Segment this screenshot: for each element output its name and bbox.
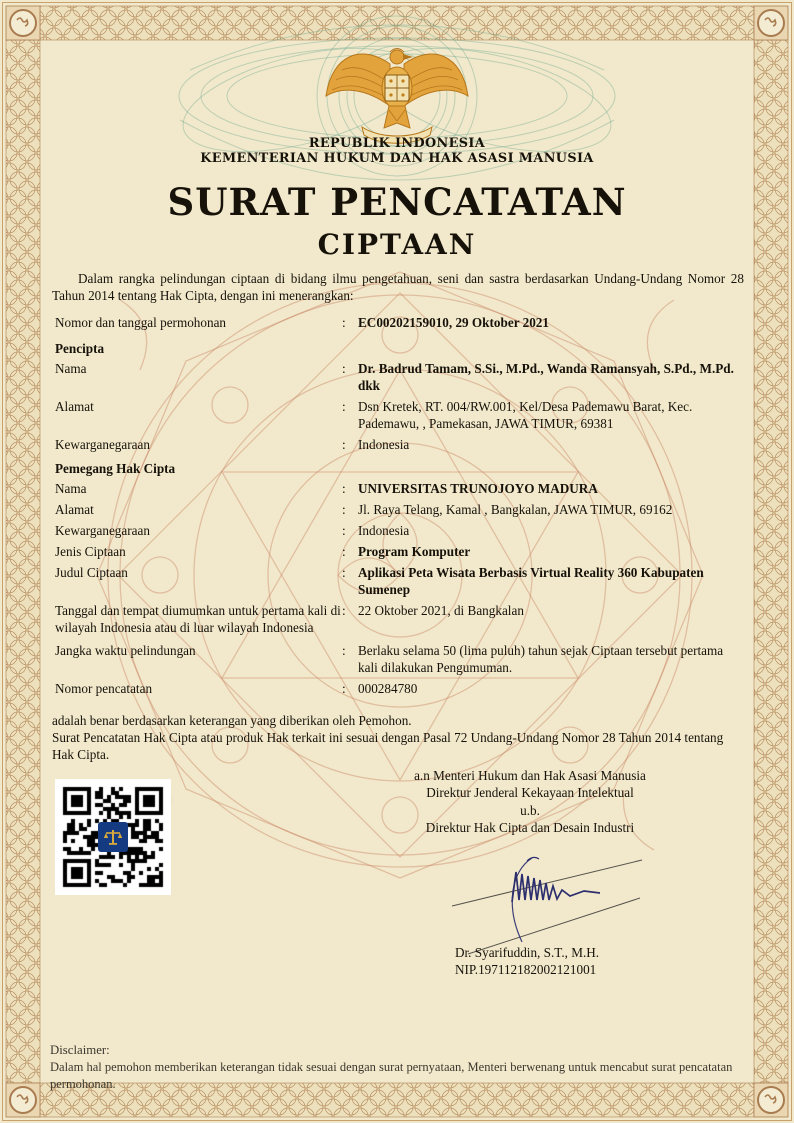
field-value: Aplikasi Peta Wisata Berbasis Virtual Reality 360 Kabupaten Sumenep [358, 565, 704, 597]
field-label: Kewarganegaraan [55, 437, 150, 452]
colon: : [342, 523, 346, 538]
field-label: Nomor dan tanggal permohonan [55, 315, 227, 330]
field-row-creator-name [55, 360, 745, 394]
field-label: Jenis Ciptaan [55, 544, 126, 559]
qr-code [55, 779, 171, 895]
signatory-name: Dr. Syarifuddin, S.T., M.H. [455, 945, 600, 960]
certificate-subtitle: CIPTAAN [317, 228, 477, 261]
field-label: Nomor pencatatan [55, 681, 153, 696]
colon: : [342, 437, 346, 452]
field-value: 22 Oktober 2021, di Bangkalan [358, 603, 524, 618]
signatory-ub: u.b. [520, 802, 540, 818]
field-label: Alamat [55, 399, 94, 414]
disclaimer [50, 1042, 760, 1093]
field-value: EC00202159010, 29 Oktober 2021 [358, 315, 549, 330]
colon: : [342, 481, 346, 496]
field-row-creator-address [55, 398, 745, 432]
field-label: Nama [55, 361, 87, 376]
colon: : [342, 399, 346, 414]
signatory-directorate: Direktur Jenderal Kekayaan Intelektual [426, 785, 634, 801]
colon: : [342, 565, 346, 580]
colon: : [342, 502, 346, 517]
closing-line-1: adalah benar berdasarkan keterangan yang diberikan oleh Pemohon. [52, 713, 412, 728]
colon: : [342, 681, 346, 696]
scales-glyph [103, 827, 123, 847]
field-value: Berlaku selama 50 (lima puluh) tahun sejak Ciptaan tersebut pertama kali dilakukan Pengumuman. [358, 643, 724, 675]
field-label: Tanggal dan tempat diumumkan untuk pertama kali di wilayah Indonesia atau di luar wilayah Indonesia [55, 603, 341, 635]
field-row-work-type [55, 543, 745, 560]
field-value: Dsn Kretek, RT. 004/RW.001, Kel/Desa Pademawu Barat, Kec. Pademawu, , Pamekasan, JAWA TIMUR, 69381 [358, 399, 693, 431]
colon: : [342, 544, 346, 559]
field-row-creator-nationality [55, 436, 745, 453]
section-pencipta: Pencipta [55, 341, 105, 356]
field-label: Kewarganegaraan [55, 523, 150, 538]
field-value: UNIVERSITAS TRUNOJOYO MADURA [358, 481, 598, 496]
field-label: Nama [55, 481, 87, 496]
signatory-identity [455, 944, 599, 978]
country-name: REPUBLIK INDONESIA [308, 136, 486, 151]
field-row-holder-address [55, 501, 745, 518]
kemenkumham-logo [98, 822, 128, 852]
colon: : [342, 315, 346, 330]
intro-paragraph: Dalam rangka pelindungan ciptaan di bidang ilmu pengetahuan, seni dan sastra berdasarkan Undang-Undang Nomor 28 Tahun 2014 tentang Hak Cipta, dengan ini menerangkan: [52, 271, 744, 303]
signatory-titles [330, 767, 730, 837]
field-row-protection-period [55, 642, 745, 676]
field-row-first-publication [55, 602, 745, 636]
disclaimer-text: Dalam hal pemohon memberikan keterangan tidak sesuai dengan surat pernyataan, Menteri berwenang untuk mencabut surat pencatatan permohonan. [50, 1060, 733, 1091]
field-value: Indonesia [358, 523, 410, 538]
field-value: Jl. Raya Telang, Kamal , Bangkalan, JAWA TIMUR, 69162 [358, 502, 673, 517]
field-label: Alamat [55, 502, 94, 517]
signatory-nip: NIP.197112182002121001 [455, 962, 597, 977]
section-pemegang: Pemegang Hak Cipta [55, 461, 176, 476]
field-row-holder-nationality [55, 522, 745, 539]
field-value: Dr. Badrud Tamam, S.Si., M.Pd., Wanda Ramansyah, S.Pd., M.Pd. dkk [358, 361, 734, 393]
colon: : [342, 603, 346, 618]
certificate-title: SURAT PENCATATAN [167, 180, 627, 224]
field-value: Indonesia [358, 437, 410, 452]
field-table [55, 314, 745, 701]
ministry-name: KEMENTERIAN HUKUM DAN HAK ASASI MANUSIA [200, 151, 594, 166]
colon: : [342, 361, 346, 376]
field-row-registration-number [55, 680, 745, 697]
field-row-application-number [55, 314, 745, 331]
closing-paragraph [52, 712, 746, 763]
closing-line-2: Surat Pencatatan Hak Cipta atau produk Hak terkait ini sesuai dengan Pasal 72 Undang-Undang Nomor 28 Tahun 2014 tentang Hak Cipta. [52, 730, 724, 762]
field-value: 000284780 [358, 681, 418, 696]
field-label: Judul Ciptaan [55, 565, 128, 580]
colon: : [342, 643, 346, 658]
field-row-holder-name [55, 480, 745, 497]
signatory-onbehalf: a.n Menteri Hukum dan Hak Asasi Manusia [414, 768, 646, 783]
signatory-director: Direktur Hak Cipta dan Desain Industri [425, 820, 635, 836]
field-value: Program Komputer [358, 544, 471, 559]
field-row-work-title [55, 564, 745, 598]
field-label: Jangka waktu pelindungan [55, 643, 196, 658]
disclaimer-title: Disclaimer: [50, 1043, 110, 1057]
